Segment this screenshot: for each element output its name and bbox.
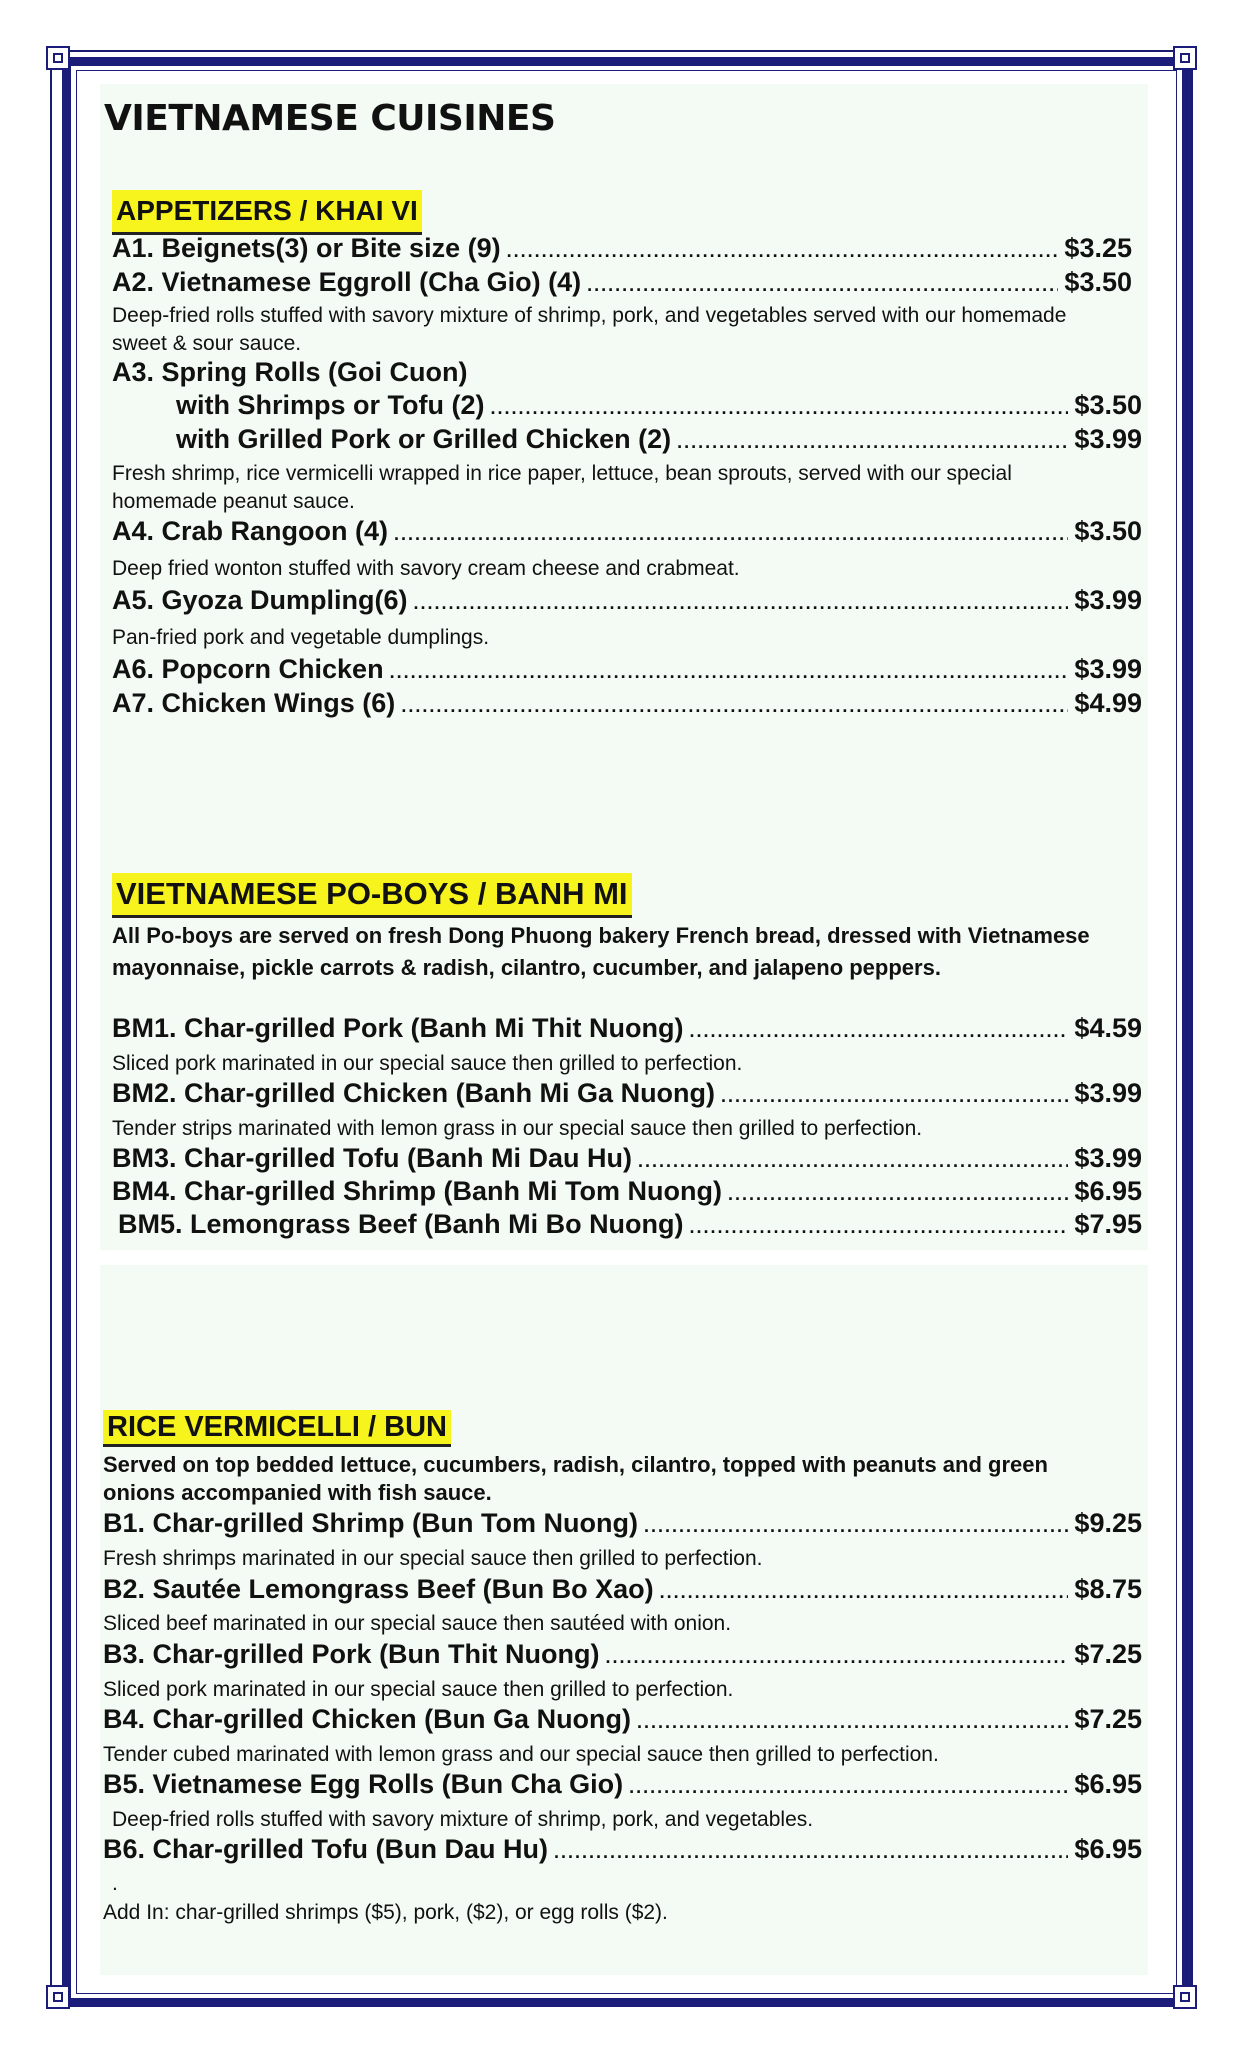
- item-name: B4. Char-grilled Chicken (Bun Ga Nuong): [103, 1704, 632, 1734]
- item-description: Tender cubed marinated with lemon grass and our special sauce then grilled to perfection.: [103, 1743, 939, 1766]
- item-name: BM4. Char-grilled Shrimp (Banh Mi Tom Nuong): [112, 1176, 722, 1206]
- menu-item: [112, 357, 1142, 388]
- menu-item: [112, 1176, 1142, 1207]
- menu-item: [103, 1769, 1142, 1800]
- menu-item: [112, 1143, 1142, 1174]
- corner-ornament: [46, 46, 70, 70]
- corner-ornament: [46, 1985, 70, 2009]
- menu-item: [103, 1639, 1142, 1670]
- item-description: Pan-fried pork and vegetable dumplings.: [112, 626, 490, 649]
- item-price: $3.99: [1074, 1143, 1142, 1173]
- menu-item: [112, 688, 1142, 719]
- corner-ornament: [1173, 46, 1197, 70]
- menu-item: [112, 654, 1142, 685]
- item-description: Deep-fried rolls stuffed with savory mixture of shrimp, pork, and vegetables.: [112, 1808, 814, 1831]
- item-name: A6. Popcorn Chicken: [112, 654, 384, 684]
- item-description: Fresh shrimp, rice vermicelli wrapped in rice paper, lettuce, bean sprouts, served with our special homemade peanut sauce.: [112, 462, 1012, 513]
- item-price: $3.50: [1074, 516, 1142, 546]
- menu-item: [103, 1574, 1142, 1605]
- menu-item: [112, 1013, 1142, 1044]
- item-name: A7. Chicken Wings (6): [112, 688, 396, 718]
- item-price: $7.95: [1074, 1209, 1142, 1239]
- appetizers-heading: APPETIZERS / KHAI VI: [112, 190, 422, 235]
- item-price: $7.25: [1074, 1704, 1142, 1734]
- menu-item: [103, 1508, 1142, 1539]
- item-price: $3.50: [1074, 390, 1142, 420]
- item-price: $3.99: [1074, 585, 1142, 615]
- item-name: B2. Sautée Lemongrass Beef (Bun Bo Xao): [103, 1574, 654, 1604]
- item-description: Sliced pork marinated in our special sauce then grilled to perfection.: [112, 1052, 743, 1075]
- item-name: BM2. Char-grilled Chicken (Banh Mi Ga Nuong): [112, 1078, 716, 1108]
- item-name: B6. Char-grilled Tofu (Bun Dau Hu): [103, 1834, 548, 1864]
- item-name: A1. Beignets(3) or Bite size (9): [112, 233, 501, 263]
- item-name: B1. Char-grilled Shrimp (Bun Tom Nuong): [103, 1508, 638, 1538]
- poboys-intro: All Po-boys are served on fresh Dong Phuong bakery French bread, dressed with Vietnamese mayonnaise, pickle carrots & radish, cilantro, cucumber, and jalapeno peppers.: [112, 923, 1090, 980]
- item-price: $3.50: [1064, 267, 1132, 297]
- item-price: $4.59: [1074, 1013, 1142, 1043]
- menu-item: [112, 267, 1132, 298]
- item-price: $9.25: [1074, 1508, 1142, 1538]
- item-description: Deep fried wonton stuffed with savory cream cheese and crabmeat.: [112, 557, 740, 580]
- item-price: $6.95: [1074, 1176, 1142, 1206]
- item-description: Sliced beef marinated in our special sauce then sautéed with onion.: [103, 1612, 732, 1635]
- item-name: BM3. Char-grilled Tofu (Banh Mi Dau Hu): [112, 1143, 632, 1173]
- menu-item: [112, 585, 1142, 616]
- corner-ornament: [1173, 1985, 1197, 2009]
- item-name: A4. Crab Rangoon (4): [112, 516, 389, 546]
- item-description: Tender strips marinated with lemon grass in our special sauce then grilled to perfection.: [112, 1117, 923, 1140]
- item-description: Sliced pork marinated in our special sauce then grilled to perfection.: [103, 1678, 734, 1701]
- item-price: $3.25: [1064, 233, 1132, 263]
- menu-item: [118, 1209, 1142, 1240]
- item-price: $6.95: [1074, 1769, 1142, 1799]
- stray-dot: .: [112, 1872, 118, 1895]
- add-in-note: Add In: char-grilled shrimps ($5), pork, ($2), or egg rolls ($2).: [103, 1901, 668, 1924]
- menu-item: [103, 1834, 1142, 1865]
- menu-item: [112, 1078, 1142, 1109]
- item-name: with Shrimps or Tofu (2): [176, 390, 485, 420]
- item-name: A2. Vietnamese Eggroll (Cha Gio) (4): [112, 267, 582, 297]
- menu-item: [112, 233, 1132, 264]
- menu-item: [112, 516, 1142, 547]
- poboys-heading: VIETNAMESE PO-BOYS / BANH MI: [112, 873, 632, 918]
- item-description: Fresh shrimps marinated in our special sauce then grilled to perfection.: [103, 1547, 763, 1570]
- item-price: $8.75: [1074, 1574, 1142, 1604]
- item-name: BM1. Char-grilled Pork (Banh Mi Thit Nuong): [112, 1013, 684, 1043]
- menu-item: [176, 424, 1142, 455]
- page-title: VIETNAMESE CUISINES: [104, 98, 556, 139]
- item-price: $4.99: [1074, 688, 1142, 718]
- item-name: A3. Spring Rolls (Goi Cuon): [112, 357, 468, 387]
- item-price: $7.25: [1074, 1639, 1142, 1669]
- item-price: $3.99: [1074, 654, 1142, 684]
- menu-item: [103, 1704, 1142, 1735]
- rice-heading: RICE VERMICELLI / BUN: [103, 1410, 451, 1447]
- item-name: A5. Gyoza Dumpling(6): [112, 585, 408, 615]
- rice-intro: Served on top bedded lettuce, cucumbers, radish, cilantro, topped with peanuts and green onions accompanied with fish sauce.: [103, 1452, 1048, 1505]
- item-price: $3.99: [1074, 1078, 1142, 1108]
- item-name: BM5. Lemongrass Beef (Banh Mi Bo Nuong): [118, 1209, 684, 1239]
- item-name: B5. Vietnamese Egg Rolls (Bun Cha Gio): [103, 1769, 624, 1799]
- item-name: B3. Char-grilled Pork (Bun Thit Nuong): [103, 1639, 600, 1669]
- item-name: with Grilled Pork or Grilled Chicken (2): [176, 424, 672, 454]
- item-price: $3.99: [1074, 424, 1142, 454]
- menu-item: [176, 390, 1142, 421]
- item-price: $6.95: [1074, 1834, 1142, 1864]
- item-description: Deep-fried rolls stuffed with savory mixture of shrimp, pork, and vegetables served with our homemade sweet & sour sauce.: [112, 304, 1067, 355]
